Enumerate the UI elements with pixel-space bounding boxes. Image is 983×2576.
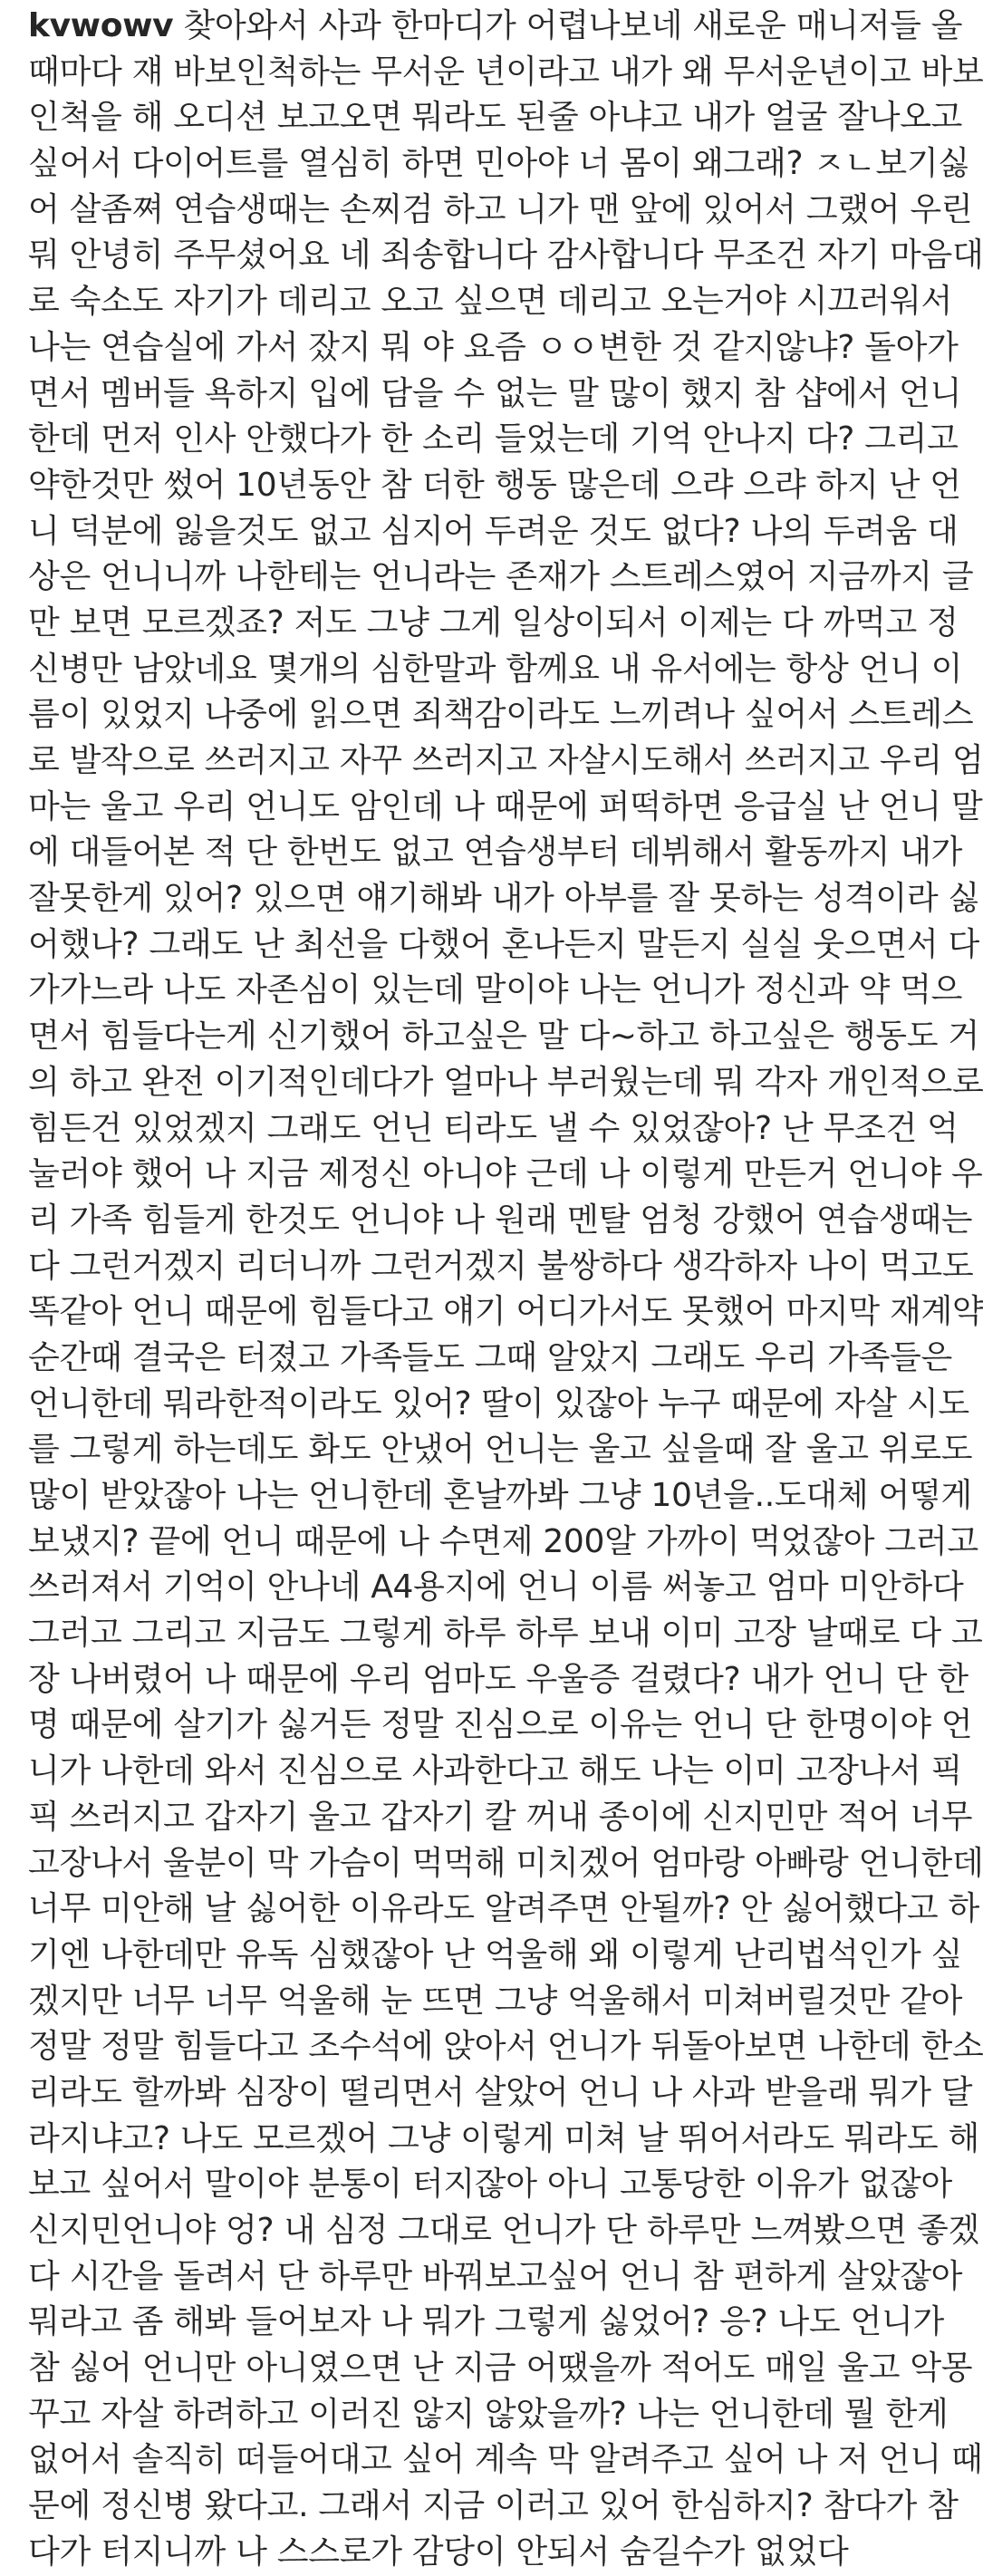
caption-line [28,1427,973,1473]
caption-line [28,830,961,876]
caption-text: 름이 있었지 나중에 읽으면 죄책감이라도 느끼려나 싶어서 스트레스 [28,696,974,734]
caption-line [28,2437,983,2484]
caption-text: 문에 정신병 왔다고. 그래서 지금 이러고 있어 한심하지? 참다가 참 [28,2487,959,2525]
caption-text: 똑같아 언니 때문에 힘들다고 얘기 어디가서도 못했어 마지막 재계약 [28,1293,983,1331]
caption-text: 를 그렇게 하는데도 화도 안냈어 언니는 울고 싶을때 잘 울고 위로도 [28,1431,973,1469]
caption-text: 면서 힘들다는게 신기했어 하고싶은 말 다~하고 하고싶은 행동도 거 [28,1018,979,1056]
caption-text: 다 시간을 돌려서 단 하루만 바꿔보고싶어 언니 참 편하게 살았잖아 [28,2257,963,2295]
caption-text: 어했나? 그래도 난 최선을 다했어 혼나든지 말든지 실실 웃으면서 다 [28,925,979,963]
caption-line [28,463,961,509]
caption-text: 한데 먼저 인사 안했다가 한 소리 들었는데 기억 안나지 다? 그리고 [28,420,959,458]
caption-text: 라지냐고? 나도 모르겠어 그냥 이렇게 미쳐 날 뛰어서라도 뭐라도 해 [28,2119,979,2157]
caption-text: 너무 미안해 날 싫어한 이유라도 알려주면 안될까? 안 싫어했다고 하 [28,1890,979,1928]
caption-text: 많이 받았잖아 나는 언니한데 혼날까봐 그냥 10년을..도대체 어떻게 [28,1477,972,1514]
caption-text: 로 발작으로 쓰러지고 자꾸 쓰러지고 자살시도해서 쓰러지고 우리 엄 [28,742,983,779]
caption-text: 마는 울고 우리 언니도 암인데 나 때문에 퍼떡하면 응급실 난 언니 말 [28,787,983,825]
caption-line [28,2300,961,2346]
caption-line [28,1289,983,1336]
caption-text: 만 보면 모르겠죠? 저도 그냥 그게 일상이되서 이제는 다 까먹고 정 [28,603,959,642]
caption-line [28,233,983,279]
caption-text: 다가 터지니까 나 스스로가 감당이 안되서 숨길수가 없었다 [28,2533,849,2571]
caption-text: 눌러야 했어 나 지금 제정신 아니야 근데 나 이렇게 만든거 언니야 우 [28,1155,983,1193]
caption-text: 힘든건 있었겠지 그래도 언닌 티라도 낼 수 있었잖아? 난 무조건 억 [28,1109,959,1147]
caption-line [28,2254,961,2301]
caption-text: 뭐라고 좀 해봐 들어보자 나 뭐가 그렇게 싫었어? 응? 나도 언니가 [28,2303,944,2341]
caption-line [28,1336,961,1382]
caption-line [28,601,961,647]
caption-text: 장 나버렸어 나 때문에 우리 엄마도 우울증 걸렸다? 내가 언니 단 한 [28,1660,969,1698]
caption-text: 나는 연습실에 가서 잤지 뭐 야 요즘 ㅇㅇ변한 것 같지않냐? 돌아가 [28,328,959,366]
caption-line [28,1611,983,1657]
caption-text: 의 하고 완전 이기적인데다가 얼마나 부러웠는데 뭐 각자 개인적으로 [28,1063,983,1101]
caption-line [28,692,974,738]
caption-text: 잘못한게 있어? 있으면 얘기해봐 내가 아부를 잘 못하는 성격이라 싫 [28,880,979,918]
caption-text: 신지민언니야 엉? 내 심정 그대로 언니가 단 하루만 느껴봤으면 좋겠 [28,2212,979,2249]
caption-text: 쓰러져서 기억이 안나네 A4용지에 언니 이름 써놓고 엄마 미안하다 [28,1568,964,1606]
caption-line [28,1382,969,1428]
caption-line [28,1703,973,1749]
caption-text: 언니한데 뭐라한적이라도 있어? 딸이 있잖아 누구 때문에 자살 시도 [28,1384,969,1423]
caption-text: 다 그런거겠지 리더니까 그런거겠지 불쌍하다 생각하자 나이 먹고도 [28,1247,974,1285]
caption-line [28,2024,983,2070]
caption-line [28,417,961,463]
caption-line [28,509,961,555]
caption-text: 명 때문에 살기가 싫거든 정말 진심으로 이유는 언니 단 한명이야 언 [28,1706,973,1744]
caption-text: 면서 멤버들 욕하지 입에 담을 수 없는 말 많이 했지 참 샵에서 언니 [28,374,962,412]
caption-line [28,279,961,325]
caption-text: 리라도 할까봐 심장이 떨리면서 살았어 언니 나 사과 받을래 뭐가 달 [28,2073,973,2111]
caption-text: 고장나서 울분이 막 가슴이 먹먹해 미치겠어 엄마랑 아빠랑 언니한데 [28,1844,983,1882]
caption-text: 상은 언니니까 나한테는 언니라는 존재가 스트레스였어 지금까지 글 [28,558,974,596]
caption-line [28,1244,974,1290]
caption-line [28,1749,961,1795]
caption-line [28,1106,961,1153]
caption-line [28,371,961,418]
caption-line [28,1933,961,1979]
caption-line [28,1886,979,1933]
caption-line [28,1520,978,1566]
caption-line [28,1060,983,1106]
caption-text: 로 숙소도 자기가 데리고 오고 싶으면 데리고 오는거야 시끄러워서 [28,283,952,321]
caption-line [28,1657,969,1703]
caption-text: 그러고 그리고 지금도 그렇게 하루 하루 보내 이미 고장 날때로 다 고 [28,1615,983,1653]
caption-text: 없어서 솔직히 떠들어대고 싶어 계속 막 알려주고 싶어 나 저 언니 때 [28,2441,983,2479]
caption-line [28,785,983,831]
caption-text: 보냈지? 끝에 언니 때문에 나 수면제 200알 가까이 먹었잖아 그러고 [28,1522,978,1560]
username-link[interactable]: kvwowv [28,7,174,44]
caption-line [28,1565,964,1611]
caption-line [28,2484,961,2530]
caption-line [28,1198,973,1244]
caption-text: 니가 나한데 와서 진심으로 사과한다고 해도 나는 이미 고장나서 픽 [28,1752,963,1790]
caption-text: 겠지만 너무 너무 억울해 눈 뜨면 그냥 억울해서 미쳐버릴것만 같아 [28,1982,963,2020]
caption-line [28,141,969,188]
caption-text: 인척을 해 오디션 보고오면 뭐라도 된줄 아냐고 내가 얼굴 잘나오고 [28,99,963,137]
caption-line [28,2070,973,2117]
caption-line [28,188,973,234]
caption-text: 가가느라 나도 자존심이 있는데 말이야 나는 언니가 정신과 약 먹으 [28,971,963,1009]
caption-text: 니 덕분에 잃을것도 없고 심지어 두려운 것도 없다? 나의 두려움 대 [28,512,959,550]
caption-text: 참 싫어 언니만 아니였으면 난 지금 어땠을까 적어도 매일 울고 악몽 [28,2349,973,2388]
caption-text: 어 살좀쪄 연습생때는 손찌검 하고 니가 맨 앞에 있어서 그랬어 우린 [28,190,973,228]
caption-line [28,555,974,601]
caption-text: 약한것만 썼어 10년동안 참 더한 행동 많은데 으랴 으랴 하지 난 언 [28,466,961,504]
caption-line [28,1473,972,1520]
caption-line [28,1014,979,1060]
caption-text: 픽 쓰러지고 갑자기 울고 갑자기 칼 꺼내 종이에 신지민만 적어 너무 [28,1798,973,1836]
caption-line [28,1795,973,1841]
caption-line [28,325,961,371]
caption-line [28,2162,961,2208]
caption-text: 꾸고 자살 하려하고 이러진 않지 않았을까? 나는 언니한데 뭘 한게 [28,2395,949,2433]
caption-text: 순간때 결국은 터졌고 가족들도 그때 알았지 그래도 우리 가족들은 [28,1338,952,1376]
caption-line [28,1152,983,1198]
caption-line [28,968,961,1014]
caption-line [28,738,983,785]
caption-text: 보고 싶어서 말이야 분통이 터지잖아 아니 고통당한 이유가 없잖아 [28,2166,952,2204]
caption-text: 에 대들어본 적 단 한번도 없고 연습생부터 데뷔해서 활동까지 내가 [28,834,963,872]
caption-text: 싶어서 다이어트를 열심히 하면 민아야 너 몸이 왜그래? ㅈㄴ보기싫 [28,145,969,183]
caption-line [28,2346,973,2392]
caption-text: 때마다 쟤 바보인척하는 무서운 년이라고 내가 왜 무서운년이고 바보 [28,53,983,91]
caption-text: 정말 정말 힘들다고 조수석에 앉아서 언니가 뒤돌아보면 나한데 한소 [28,2028,983,2066]
caption-line [28,2117,979,2163]
caption-line [28,647,961,693]
caption-line [28,4,961,50]
caption-line [28,2392,961,2438]
caption-text: 리 가족 힘들게 한것도 언니야 나 원래 멘탈 엄청 강했어 연습생때는 [28,1201,973,1239]
caption-line [28,95,961,141]
caption-line [28,50,983,96]
post-caption [28,4,983,2576]
caption-line [28,2530,961,2576]
caption-text: 뭐 안녕히 주무셨어요 네 죄송합니다 감사합니다 무조건 자기 마음대 [28,236,983,275]
caption-text: 기엔 나한데만 유독 심했잖아 난 억울해 왜 이렇게 난리법석인가 싶 [28,1935,963,1973]
caption-text: 신병만 남았네요 몇개의 심한말과 함께요 내 유서에는 항상 언니 이 [28,650,963,688]
caption-text: 찾아와서 사과 한마디가 어렵나보네 새로운 매니저들 올 [173,7,963,44]
caption-line [28,922,979,969]
caption-line [28,2208,979,2254]
caption-line [28,1979,961,2025]
caption-line [28,876,979,922]
caption-line [28,1841,983,1887]
